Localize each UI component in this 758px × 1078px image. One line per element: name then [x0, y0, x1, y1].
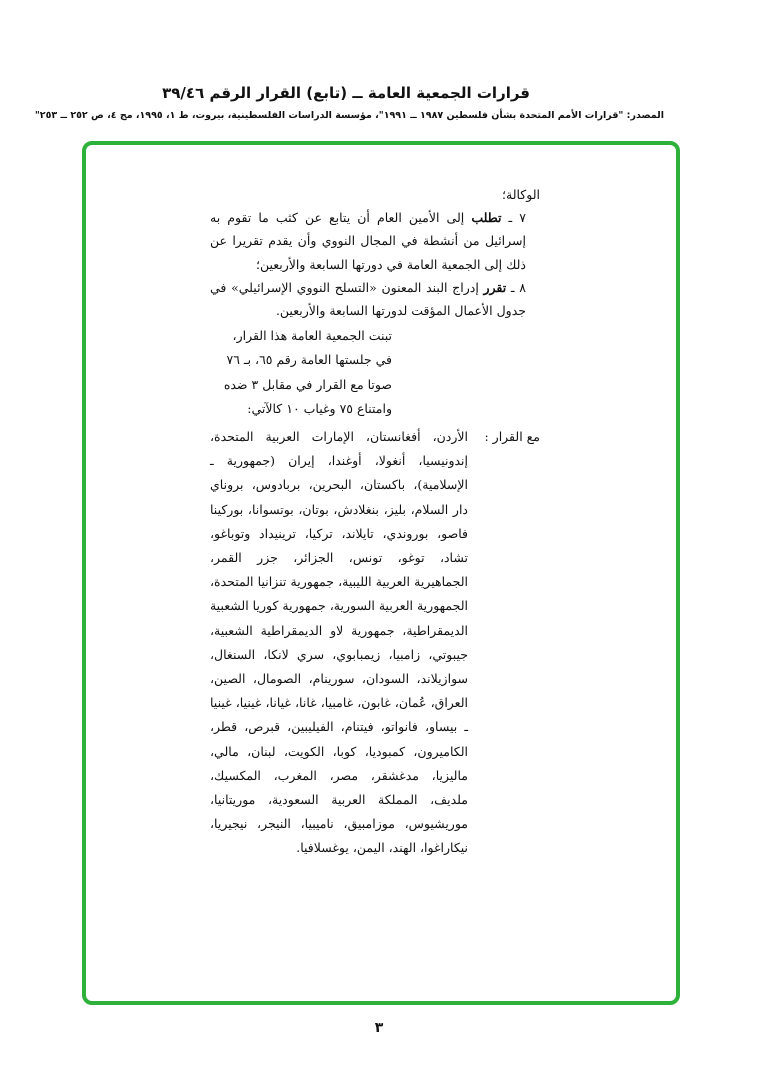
vote-line: صوتا مع القرار في مقابل ٣ ضده — [223, 376, 392, 392]
vote-line: في جلستها العامة رقم ٦٥، بـ ٧٦ — [226, 352, 392, 368]
document-title: قرارات الجمعية العامة ــ (تابع) القرار الرقم ٣٩/٤٦ — [162, 84, 530, 102]
agency-line: الوكالة؛ — [502, 187, 540, 202]
paragraph-8-text: إدراج البند المعنون «التسلح النووي الإسرائيلي» في جدول الأعمال المؤقت لدورتها السابعة والأربعين. — [210, 279, 526, 319]
paragraph-7-number: ٧ ـ — [501, 210, 526, 226]
source-citation: المصدر: "قرارات الأمم المتحدة بشأن فلسطين ١٩٨٧ ــ ١٩٩١"، مؤسسة الدراسات الفلسطينية، بيروت، ط ١، ١٩٩٥، مج ٤، ص ٢٥٢ ــ ٢٥٣" — [34, 110, 664, 121]
votes-for-label: مع القرار : — [484, 429, 540, 445]
paragraph-8-number: ٨ ـ — [506, 279, 526, 295]
paragraph-7 — [210, 206, 540, 276]
vote-summary — [210, 324, 540, 421]
vote-line: تبنت الجمعية العامة هذا القرار، — [232, 328, 392, 344]
resolution-text — [210, 183, 540, 861]
paragraph-7-verb: تطلب — [471, 210, 502, 226]
votes-for-countries — [210, 425, 468, 861]
vote-line: وامتناع ٧٥ وغياب ١٠ كالآتي: — [247, 400, 392, 416]
paragraph-7-text: إلى الأمين العام أن يتابع عن كثب ما تقوم به إسرائيل من أنشطة في المجال النووي وأن يقدم تقريرا عن ذلك إلى الجمعية العامة في دورتها السابعة والأربعين؛ — [210, 210, 526, 272]
paragraph-8 — [210, 276, 540, 322]
country-list: الأردن، أفغانستان، الإمارات العربية المتحدة، إندونيسيا، أنغولا، أوغندا، إيران (جمهورية ـ الإسلامية)، باكستان، البحرين، بربادوس، بروناي دار السلام، بليز، بنغلادش، بوتان، بوتسوانا، بوركينا فاصو، بوروندي، تايلاند، تركيا، ترينيداد وتوباغو، تشاد، توغو، تونس، الجزائر، جزر القمر، الجماهيرية العربية الليبية، جمهورية تنزانيا المتحدة، الجمهورية العربية السورية، جمهورية كوريا الشعبية الديمقراطية، جمهورية لاو الديمقراطية الشعبية، جيبوتي، زامبيا، زيمبابوي، سري لانكا، السنغال، سوازيلاند، السودان، سورينام، الصومال، الصين، العراق، عُمان، غابون، غامبيا، غانا، غيانا، غينيا، غينيا ـ بيساو، فانواتو، فيتنام، الفيليبين، قبرص، قطر، الكاميرون، كمبوديا، كوبا، الكويت، لبنان، مالي، ماليزيا، مدغشقر، مصر، المغرب، المكسيك، ملديف، المملكة العربية السعودية، موريتانيا، موريشيوس، موزامبيق، ناميبيا، النيجر، نيجيريا، نيكاراغوا، الهند، اليمن، يوغسلافيا. — [209, 429, 468, 856]
paragraph-8-verb: تقرر — [483, 279, 507, 295]
page-number: ٣ — [374, 1020, 384, 1036]
votes-for-section — [210, 425, 540, 861]
